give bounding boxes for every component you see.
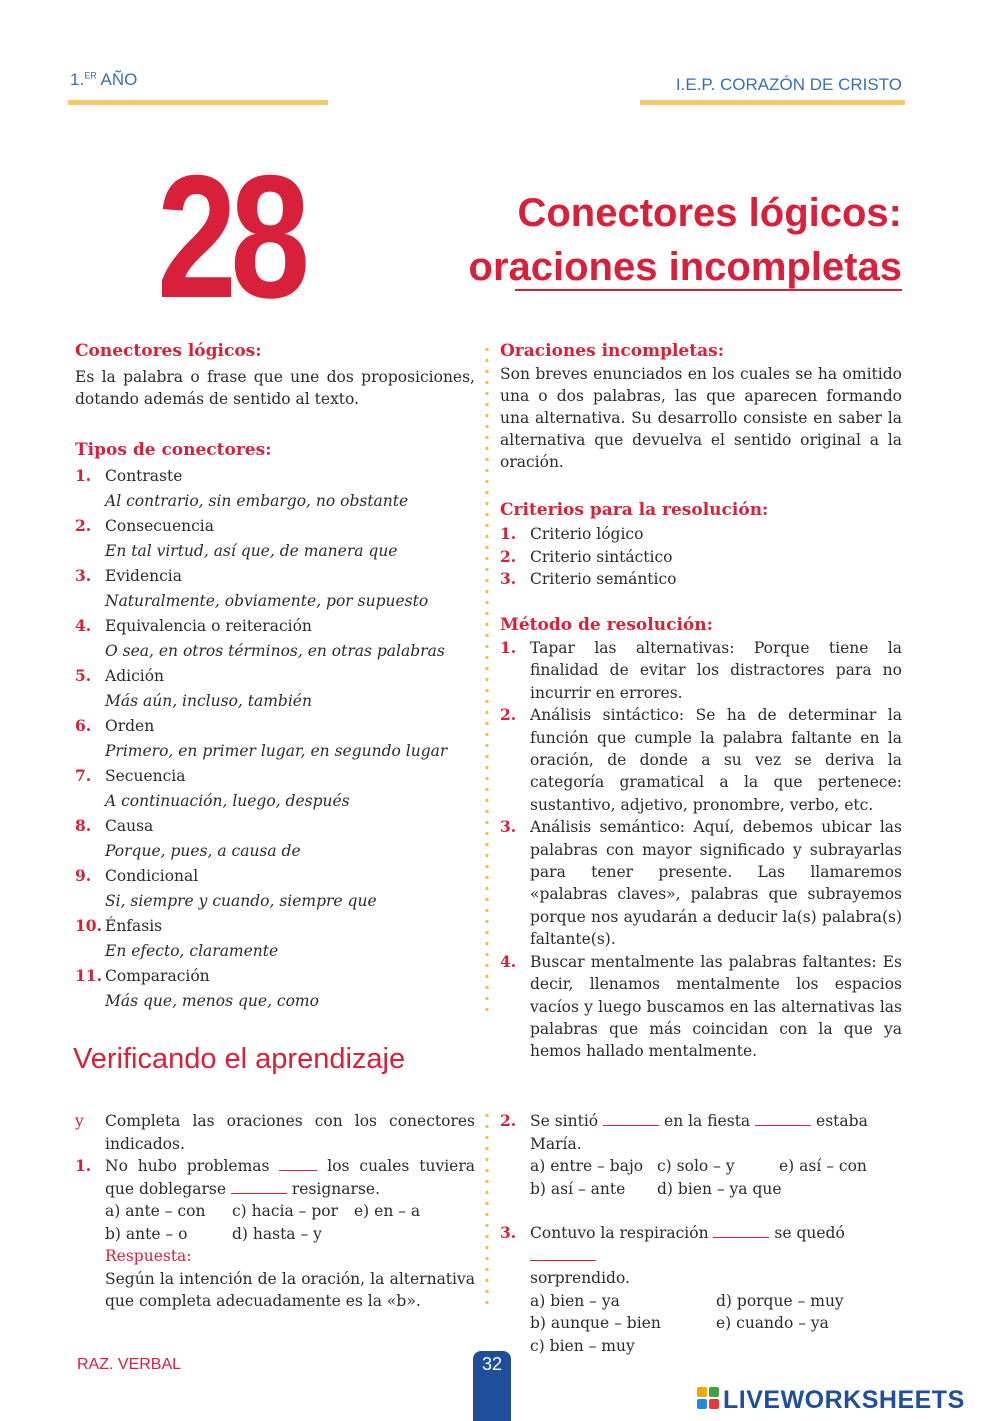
tipo-example: O sea, en otros términos, en otras palabras — [105, 642, 445, 660]
column-separator — [485, 344, 489, 1016]
q1-text-part3: resignarse. — [291, 1179, 380, 1198]
tipo-name: Orden — [105, 717, 155, 735]
page-number-tab — [473, 1351, 511, 1421]
metodo-text: Análisis sintáctico: Se ha de determinar la función que cumple la palabra faltante en la oración, de donde a su vez se deriva la categoría gramatical a la que pertenece: sustantivo, adjetivo, pronombre, verbo, etc. — [530, 706, 902, 814]
q3-option-a: a) bien – ya — [530, 1291, 620, 1310]
metodo-item — [500, 704, 902, 816]
q3-option-c: c) bien – muy — [530, 1336, 635, 1355]
question-1-number: 1. — [75, 1156, 92, 1175]
footer-subject: RAZ. VERBAL — [77, 1356, 182, 1373]
metodo-item — [500, 951, 902, 1063]
tipo-example: Más aún, incluso, también — [105, 692, 312, 710]
q2-option-b: b) así – ante — [530, 1179, 626, 1198]
q1-option-a: a) ante – con — [105, 1202, 206, 1220]
tipo-example: Porque, pues, a causa de — [105, 842, 301, 860]
school-name: I.E.P. CORAZÓN DE CRISTO — [675, 75, 902, 94]
q3-blank-2[interactable] — [530, 1246, 596, 1261]
exercise-right — [500, 1110, 902, 1357]
tipo-example: Primero, en primer lugar, en segundo lugar — [105, 742, 448, 760]
metodo-text: Tapar las alternativas: Porque tiene la finalidad de evitar los distractores para no incurrir en errores. — [530, 639, 902, 702]
metodo-number: 2. — [500, 705, 517, 725]
chapter-number: 28 — [157, 140, 304, 335]
metodo-item — [500, 816, 902, 950]
chapter-title-line2: oraciones incompletas — [468, 245, 902, 289]
tipo-example: Más que, menos que, como — [105, 992, 319, 1010]
tipo-example: En efecto, claramente — [105, 942, 279, 960]
grade-label: 1.$^{ER}$ AÑO — [70, 70, 138, 89]
tipo-name: Comparación — [105, 967, 210, 985]
q3-option-d: d) porque – muy — [716, 1291, 844, 1310]
title-underline — [515, 289, 902, 291]
chapter-title-line1: Conectores lógicos: — [517, 191, 902, 235]
liveworksheets-text: LIVEWORKSHEETS — [723, 1386, 965, 1414]
tipo-number: 2. — [75, 516, 92, 535]
criterio-number: 3. — [500, 569, 517, 588]
tipo-number: 8. — [75, 816, 92, 835]
metodo-number: 1. — [500, 638, 517, 657]
page-number: 32 — [481, 1354, 503, 1374]
q3-option-e: e) cuando – ya — [716, 1314, 829, 1332]
tipo-number: 3. — [75, 566, 92, 585]
metodo-text: Buscar mentalmente las palabras faltantes: Es decir, llenamos mentalmente los espacios vacíos y luego buscamos en las alternativas las palabras que más coincidan con la que ya hemos hallado mentalmente. — [530, 952, 902, 1061]
tipo-number: 4. — [75, 616, 92, 635]
q2-blank-1[interactable] — [603, 1111, 659, 1126]
tipo-number: 10. — [75, 916, 102, 935]
q2-option-d: d) bien – ya que — [657, 1179, 782, 1198]
q2-blank-2[interactable] — [755, 1111, 811, 1126]
q3-option-b: b) aunque – bien — [530, 1314, 661, 1332]
tipo-name: Equivalencia o reiteración — [105, 617, 312, 635]
q1-blank-2[interactable] — [231, 1179, 287, 1194]
tipo-name: Causa — [105, 817, 154, 835]
metodo-item — [500, 637, 902, 704]
tipo-number: 9. — [75, 866, 92, 885]
question-3 — [500, 1222, 902, 1357]
q2-text-part2: en la fiesta — [664, 1112, 751, 1130]
question-2-number: 2. — [500, 1111, 517, 1130]
q1-text-part1: No hubo problemas — [105, 1157, 270, 1175]
question-1 — [75, 1155, 475, 1313]
q2-option-e: e) así – con — [779, 1157, 867, 1175]
q2-option-a: a) entre – bajo — [530, 1157, 644, 1175]
q1-respuesta-text: Según la intención de la oración, la alternativa que completa adecuadamente es la «b». — [105, 1269, 475, 1310]
tipos-heading: Tipos de conectores: — [75, 440, 272, 460]
metodo-text: Análisis semántico: Aquí, debemos ubicar las palabras con mayor significado y subrayarlas para tener presente. Las llamaremos «palabras claves», palabras que subrayemos porque nos ayudarán a deducir la(s) palabra(s) faltante(s). — [530, 818, 902, 949]
criterio-text: Criterio sintáctico — [530, 547, 673, 566]
tipo-name: Consecuencia — [105, 517, 214, 535]
tipos-list — [75, 465, 485, 1025]
tipo-number: 11. — [75, 966, 102, 985]
header-rule-right — [640, 100, 905, 105]
metodo-list — [500, 637, 902, 1061]
criterios-list — [500, 523, 902, 593]
q2-option-c: c) solo – y — [657, 1157, 735, 1175]
verificando-heading: Verificando el aprendizaje — [73, 1043, 406, 1075]
q3-text-part3: sorprendido. — [530, 1269, 630, 1287]
q2-text-part1: Se sintió — [530, 1112, 599, 1130]
oraciones-definition: Son breves enunciados en los cuales se ha omitido una o dos palabras, las que aparecen formando una alternativa. Su desarrollo consiste en saber la alternativa que devuelva el sentido original a la oración. — [500, 365, 902, 471]
exercise-left — [75, 1110, 475, 1313]
tipo-example: Al contrario, sin embargo, no obstante — [105, 492, 409, 510]
tipo-number: 6. — [75, 716, 92, 735]
tipo-name: Énfasis — [105, 917, 163, 935]
metodo-heading: Método de resolución: — [500, 615, 713, 635]
tipo-name: Condicional — [105, 867, 199, 885]
tipo-number: 7. — [75, 766, 92, 785]
instruction-item — [75, 1110, 475, 1155]
tipo-name: Contraste — [105, 467, 183, 485]
criterio-text: Criterio semántico — [530, 570, 677, 588]
tipo-example: A continuación, luego, después — [105, 792, 350, 810]
q1-option-d: d) hasta – y — [232, 1224, 322, 1243]
tipo-name: Adición — [105, 667, 165, 685]
oraciones-heading: Oraciones incompletas: — [500, 341, 724, 361]
tipo-number: 1. — [75, 466, 92, 485]
liveworksheets-icon — [697, 1387, 721, 1411]
conectores-heading: Conectores lógicos: — [75, 341, 262, 361]
question-3-number: 3. — [500, 1223, 517, 1242]
q1-option-b: b) ante – o — [105, 1224, 188, 1243]
q3-text-part1: Contuvo la respiración — [530, 1224, 709, 1242]
tipo-example: Si, siempre y cuando, siempre que — [105, 892, 377, 910]
tipo-name: Secuencia — [105, 767, 186, 785]
tipo-number: 5. — [75, 666, 92, 685]
column-separator-lower — [485, 1110, 489, 1310]
conectores-definition: Es la palabra o frase que une dos proposiciones, dotando además de sentido al texto. — [75, 368, 475, 408]
metodo-number: 4. — [500, 951, 517, 971]
q1-option-e: e) en – a — [354, 1202, 421, 1220]
bullet-icon: y — [75, 1112, 84, 1130]
q3-text-part2: se quedó — [774, 1224, 845, 1242]
liveworksheets-logo[interactable] — [697, 1386, 965, 1415]
chapter-title — [342, 186, 902, 294]
criterio-number: 1. — [500, 524, 517, 543]
question-2 — [500, 1110, 902, 1200]
criterios-heading: Criterios para la resolución: — [500, 500, 769, 520]
instruction-text: Completa las oraciones con los conectores indicados. — [105, 1112, 475, 1153]
criterio-text: Criterio lógico — [530, 525, 644, 543]
header-rule-left — [68, 100, 328, 105]
q1-respuesta-label: Respuesta: — [105, 1247, 192, 1265]
q1-text-part2: los cuales tuviera que doblegarse — [105, 1157, 476, 1198]
tipo-name: Evidencia — [105, 567, 182, 585]
q3-blank-1[interactable] — [713, 1223, 769, 1238]
q2-text-part3: estaba María. — [530, 1112, 868, 1153]
tipo-example: En tal virtud, así que, de manera que — [105, 542, 398, 560]
q1-blank-1[interactable] — [279, 1156, 317, 1171]
criterio-number: 2. — [500, 546, 517, 566]
q1-option-c: c) hacia – por — [232, 1202, 339, 1220]
metodo-number: 3. — [500, 817, 517, 837]
tipo-example: Naturalmente, obviamente, por supuesto — [105, 592, 429, 610]
